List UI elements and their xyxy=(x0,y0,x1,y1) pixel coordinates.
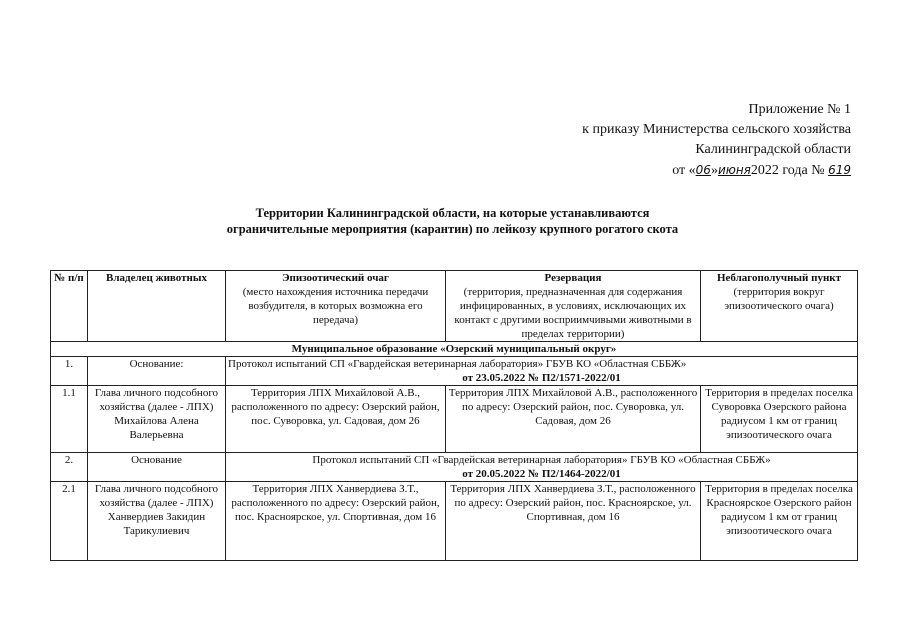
row-focus: Территория ЛПХ Ханвердиева З.Т., расположенного по адресу: Озерский район, пос. Красноярское, ул. Спортивная, дом 16 xyxy=(226,482,446,561)
header-point xyxy=(701,271,858,342)
title-line-2: ограничительные мероприятия (карантин) по лейкозу крупного рогатого скота xyxy=(226,222,679,236)
header-reservation-title: Резервация xyxy=(544,272,602,284)
header-reservation-desc: (территория, предназначенная для содержания инфицированных, в условиях, исключающих их контакт с другими восприимчивыми животными в пределах территории) xyxy=(454,286,692,340)
table-row xyxy=(51,386,858,453)
basis-label-2: Основание xyxy=(88,453,226,482)
section-municipality: Муниципальное образование «Озерский муниципальный округ» xyxy=(51,342,858,357)
group-num-2: 2. xyxy=(51,453,88,482)
basis-row-2 xyxy=(51,453,858,468)
handwritten-day: 06 xyxy=(695,163,711,177)
row-reservation: Территория ЛПХ Ханвердиева З.Т., расположенного по адресу: Озерский район, пос. Красноярское, ул. Спортивная, дом 16 xyxy=(446,482,701,561)
row-point: Территория в пределах поселка Суворовка Озерского района радиусом 1 км от границ эпизоотического очага xyxy=(701,386,858,453)
section-row xyxy=(51,342,858,357)
row-owner: Глава личного подсобного хозяйства (далее - ЛПХ) Ханвердиев Закидин Тарикулиевич xyxy=(88,482,226,561)
basis-label-1: Основание: xyxy=(88,357,226,386)
handwritten-month: июня xyxy=(717,163,751,177)
header-focus-desc: (место нахождения источника передачи возбудителя, в которых возможна его передача) xyxy=(242,286,429,326)
group-num-1: 1. xyxy=(51,357,88,386)
appendix-block xyxy=(582,100,851,181)
header-point-desc: (территория вокруг эпизоотического очага) xyxy=(724,286,834,312)
quarantine-table xyxy=(50,270,858,561)
basis-text-2: Протокол испытаний СП «Гвардейская ветеринарная лаборатория» ГБУВ КО «Областная СББЖ» xyxy=(226,453,858,468)
basis-row-1 xyxy=(51,357,858,372)
date-mid: » xyxy=(710,163,718,178)
row-num: 2.1 xyxy=(51,482,88,561)
appendix-region-line: Калининградской области xyxy=(695,142,851,157)
row-owner: Глава личного подсобного хозяйства (далее - ЛПХ) Михайлова Алена Валерьевна xyxy=(88,386,226,453)
header-point-title: Неблагополучный пункт xyxy=(716,272,842,284)
header-owner: Владелец животных xyxy=(88,271,226,342)
basis-ref-2: от 20.05.2022 № П2/1464-2022/01 xyxy=(226,467,858,482)
basis-ref-1: от 23.05.2022 № П2/1571-2022/01 xyxy=(226,371,858,386)
appendix-date-line xyxy=(582,160,851,181)
basis-text-1: Протокол испытаний СП «Гвардейская ветеринарная лаборатория» ГБУВ КО «Областная СББЖ» xyxy=(226,357,858,372)
row-reservation: Территория ЛПХ Михайловой А.В., расположенного по адресу: Озерский район, пос. Суворовка, ул. Садовая, дом 26 xyxy=(446,386,701,453)
date-year: 2022 года № xyxy=(750,163,829,178)
appendix-order-line: к приказу Министерства сельского хозяйства xyxy=(582,122,851,137)
row-num: 1.1 xyxy=(51,386,88,453)
appendix-title: Приложение № 1 xyxy=(748,102,851,117)
header-focus xyxy=(226,271,446,342)
row-focus: Территория ЛПХ Михайловой А.В., расположенного по адресу: Озерский район, пос. Суворовка, ул. Садовая, дом 26 xyxy=(226,386,446,453)
header-focus-title: Эпизоотический очаг xyxy=(282,272,389,284)
table-header-row xyxy=(51,271,858,342)
table-row xyxy=(51,482,858,561)
title-line-1: Территории Калининградской области, на которые устанавливаются xyxy=(255,206,650,220)
header-reservation xyxy=(446,271,701,342)
date-prefix: от « xyxy=(672,163,696,178)
handwritten-number: 619 xyxy=(828,163,851,177)
document-title xyxy=(0,205,905,237)
row-point: Территория в пределах поселка Красноярское Озерского район радиусом 1 км от границ эпизоотического очага xyxy=(701,482,858,561)
header-num: № п/п xyxy=(51,271,88,342)
